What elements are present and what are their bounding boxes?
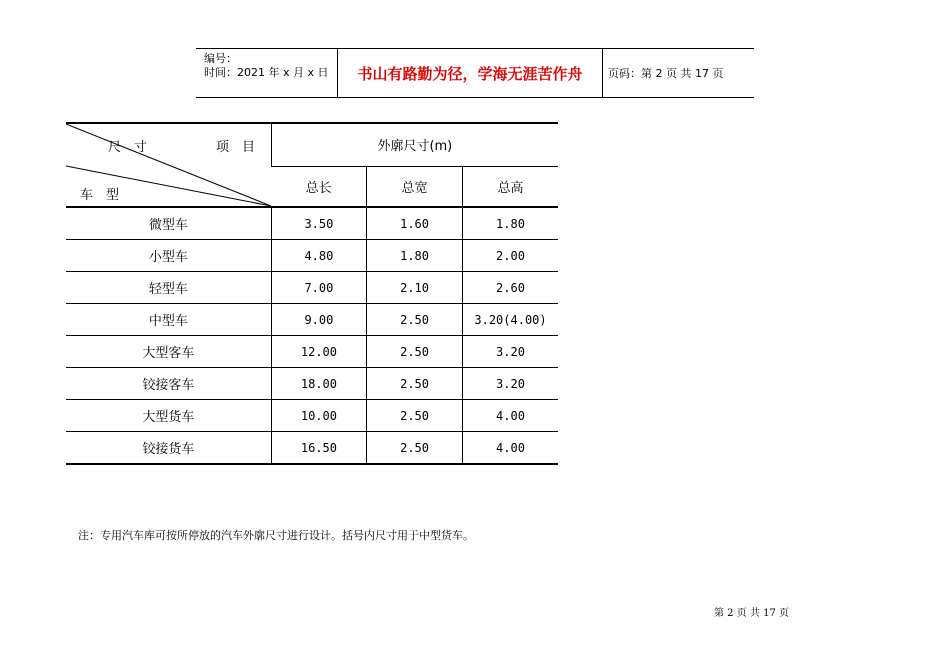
height-value: 4.00 — [463, 432, 559, 465]
page-footer: 第 2 页 共 17 页 — [714, 608, 789, 619]
length-value: 12.00 — [271, 336, 366, 368]
length-value: 3.50 — [271, 207, 366, 240]
vehicle-type: 铰接客车 — [66, 368, 271, 400]
width-value: 2.50 — [367, 432, 463, 465]
height-value: 3.20(4.00) — [463, 304, 559, 336]
header-time: 时间：2021 年 x 月 x 日 — [204, 66, 329, 79]
table-row — [66, 240, 558, 272]
table-row — [66, 432, 558, 465]
length-value: 7.00 — [271, 272, 366, 304]
vehicle-type: 轻型车 — [66, 272, 271, 304]
width-value: 2.50 — [367, 368, 463, 400]
height-value: 1.80 — [463, 207, 559, 240]
vehicle-type: 大型客车 — [66, 336, 271, 368]
vehicle-type: 微型车 — [66, 207, 271, 240]
corner-label-item: 项 目 — [216, 140, 256, 155]
corner-label-dimension: 尺 寸 — [108, 140, 148, 155]
vehicle-type: 小型车 — [66, 240, 271, 272]
length-value: 18.00 — [271, 368, 366, 400]
length-value: 10.00 — [271, 400, 366, 432]
table-row — [66, 304, 558, 336]
table-row — [66, 336, 558, 368]
height-value: 3.20 — [463, 368, 559, 400]
column-header-width: 总宽 — [367, 166, 463, 207]
vehicle-type: 大型货车 — [66, 400, 271, 432]
table-note: 注：专用汽车库可按所停放的汽车外廓尺寸进行设计。括号内尺寸用于中型货车。 — [78, 529, 474, 542]
table-row — [66, 207, 558, 240]
corner-label-vehicle-type: 车 型 — [80, 188, 120, 203]
table-header-row — [66, 123, 558, 166]
vehicle-type: 铰接货车 — [66, 432, 271, 465]
height-value: 4.00 — [463, 400, 559, 432]
page-header — [196, 48, 754, 98]
width-value: 2.10 — [367, 272, 463, 304]
height-value: 3.20 — [463, 336, 559, 368]
length-value: 9.00 — [271, 304, 366, 336]
vehicle-dimension-table — [66, 122, 558, 465]
header-motto: 书山有路勤为径，学海无涯苦作舟 — [338, 49, 603, 97]
group-header: 外廓尺寸(m) — [271, 123, 558, 166]
diagonal-header-cell — [66, 123, 271, 207]
width-value: 2.50 — [367, 304, 463, 336]
width-value: 1.80 — [367, 240, 463, 272]
vehicle-type: 中型车 — [66, 304, 271, 336]
width-value: 1.60 — [367, 207, 463, 240]
table-row — [66, 272, 558, 304]
length-value: 4.80 — [271, 240, 366, 272]
header-number: 编号： — [204, 52, 237, 65]
table-row — [66, 368, 558, 400]
length-value: 16.50 — [271, 432, 366, 465]
header-page: 页码：第 2 页 共 17 页 — [608, 67, 724, 80]
column-header-length: 总长 — [271, 166, 366, 207]
width-value: 2.50 — [367, 336, 463, 368]
table-row — [66, 400, 558, 432]
height-value: 2.60 — [463, 272, 559, 304]
column-header-height: 总高 — [463, 166, 559, 207]
height-value: 2.00 — [463, 240, 559, 272]
header-meta — [196, 49, 338, 97]
width-value: 2.50 — [367, 400, 463, 432]
